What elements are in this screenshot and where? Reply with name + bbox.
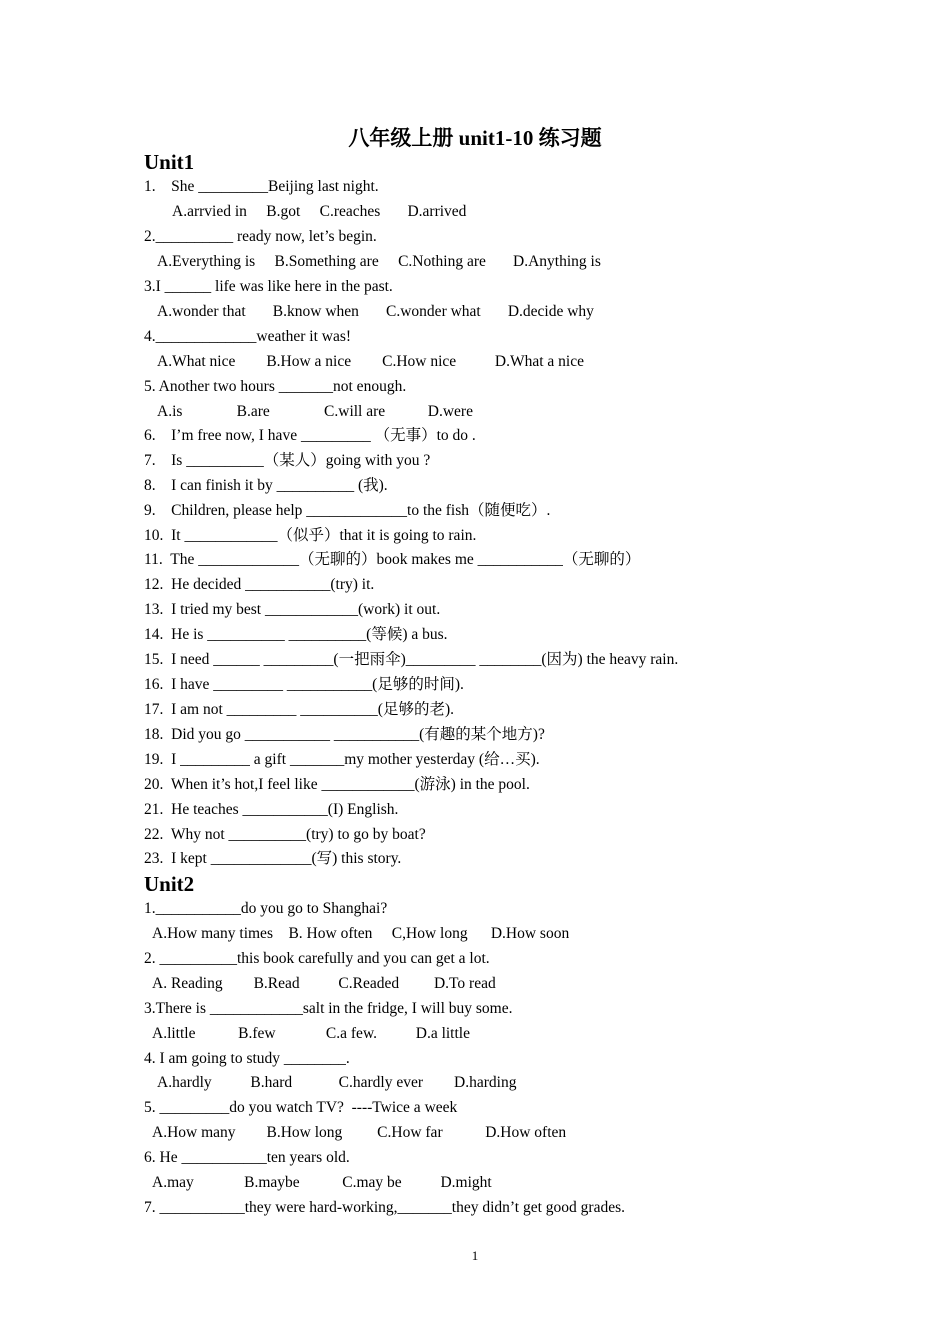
unit1-line: 14. He is __________ __________(等候) a bus. bbox=[144, 626, 448, 643]
unit1-line: 7. Is __________（某人）going with you ? bbox=[144, 452, 431, 469]
unit2-line: 1.___________do you go to Shanghai? bbox=[144, 900, 388, 917]
unit1-line: 11. The _____________（无聊的）book makes me ___________（无聊的） bbox=[144, 551, 641, 568]
unit1-options: A.What nice B.How a nice C.How nice D.What a nice bbox=[157, 353, 584, 370]
unit1-options: A.wonder that B.know when C.wonder what D.decide why bbox=[157, 303, 594, 320]
unit1-line: 16. I have _________ ___________(足够的时间). bbox=[144, 676, 464, 693]
unit1-line: 23. I kept _____________(写) this story. bbox=[144, 850, 402, 867]
unit1-line: 15. I need ______ _________(一把雨伞)_________ ________(因为) the heavy rain. bbox=[144, 651, 679, 668]
unit2-options: A.How many times B. How often C,How long D.How soon bbox=[152, 925, 570, 942]
unit1-line: 9. Children, please help _____________to the fish（随便吃）. bbox=[144, 502, 551, 519]
unit1-line: 19. I _________ a gift _______my mother yesterday (给…买). bbox=[144, 751, 540, 768]
unit2-line: 4. I am going to study ________. bbox=[144, 1050, 350, 1067]
unit1-options: A.arrvied in B.got C.reaches D.arrived bbox=[172, 203, 467, 220]
unit2-options: A.hardly B.hard C.hardly ever D.harding bbox=[157, 1074, 517, 1091]
unit2-line: 3.There is ____________salt in the fridge, I will buy some. bbox=[144, 1000, 513, 1017]
unit2-heading: Unit2 bbox=[144, 872, 195, 896]
unit1-line: 4._____________weather it was! bbox=[144, 328, 352, 345]
unit1-line: 8. I can finish it by __________ (我). bbox=[144, 477, 388, 494]
unit1-line: 13. I tried my best ____________(work) it out. bbox=[144, 601, 441, 618]
unit1-line: 6. I’m free now, I have _________ （无事）to do . bbox=[144, 427, 476, 444]
unit1-line: 5. Another two hours _______not enough. bbox=[144, 378, 407, 395]
unit1-line: 21. He teaches ___________(I) English. bbox=[144, 801, 399, 818]
unit1-line: 18. Did you go ___________ ___________(有趣的某个地方)? bbox=[144, 726, 545, 743]
unit1-line: 10. It ____________（似乎）that it is going to rain. bbox=[144, 527, 477, 544]
unit1-heading: Unit1 bbox=[144, 150, 195, 174]
unit1-line: 20. When it’s hot,I feel like ____________(游泳) in the pool. bbox=[144, 776, 530, 793]
unit2-options: A.may B.maybe C.may be D.might bbox=[152, 1174, 492, 1191]
unit2-line: 6. He ___________ten years old. bbox=[144, 1149, 350, 1166]
unit1-options: A.Everything is B.Something are C.Nothing are D.Anything is bbox=[157, 253, 601, 270]
unit1-line: 17. I am not _________ __________(足够的老). bbox=[144, 701, 454, 718]
page-number: 1 bbox=[471, 1248, 479, 1263]
unit1-options: A.is B.are C.will are D.were bbox=[157, 403, 473, 420]
page-title: 八年级上册 unit1-10 练习题 bbox=[348, 126, 602, 150]
unit1-line: 22. Why not __________(try) to go by boat? bbox=[144, 826, 426, 843]
unit1-line: 12. He decided ___________(try) it. bbox=[144, 576, 375, 593]
unit2-options: A. Reading B.Read C.Readed D.To read bbox=[152, 975, 496, 992]
unit2-line: 2. __________this book carefully and you can get a lot. bbox=[144, 950, 490, 967]
unit1-line: 1. She _________Beijing last night. bbox=[144, 178, 379, 195]
unit1-line: 3.I ______ life was like here in the past. bbox=[144, 278, 393, 295]
unit2-line: 7. ___________they were hard-working,_______they didn’t get good grades. bbox=[144, 1199, 625, 1216]
unit1-line: 2.__________ ready now, let’s begin. bbox=[144, 228, 377, 245]
unit2-options: A.little B.few C.a few. D.a little bbox=[152, 1025, 470, 1042]
unit2-line: 5. _________do you watch TV? ----Twice a week bbox=[144, 1099, 458, 1116]
unit2-options: A.How many B.How long C.How far D.How often bbox=[152, 1124, 567, 1141]
